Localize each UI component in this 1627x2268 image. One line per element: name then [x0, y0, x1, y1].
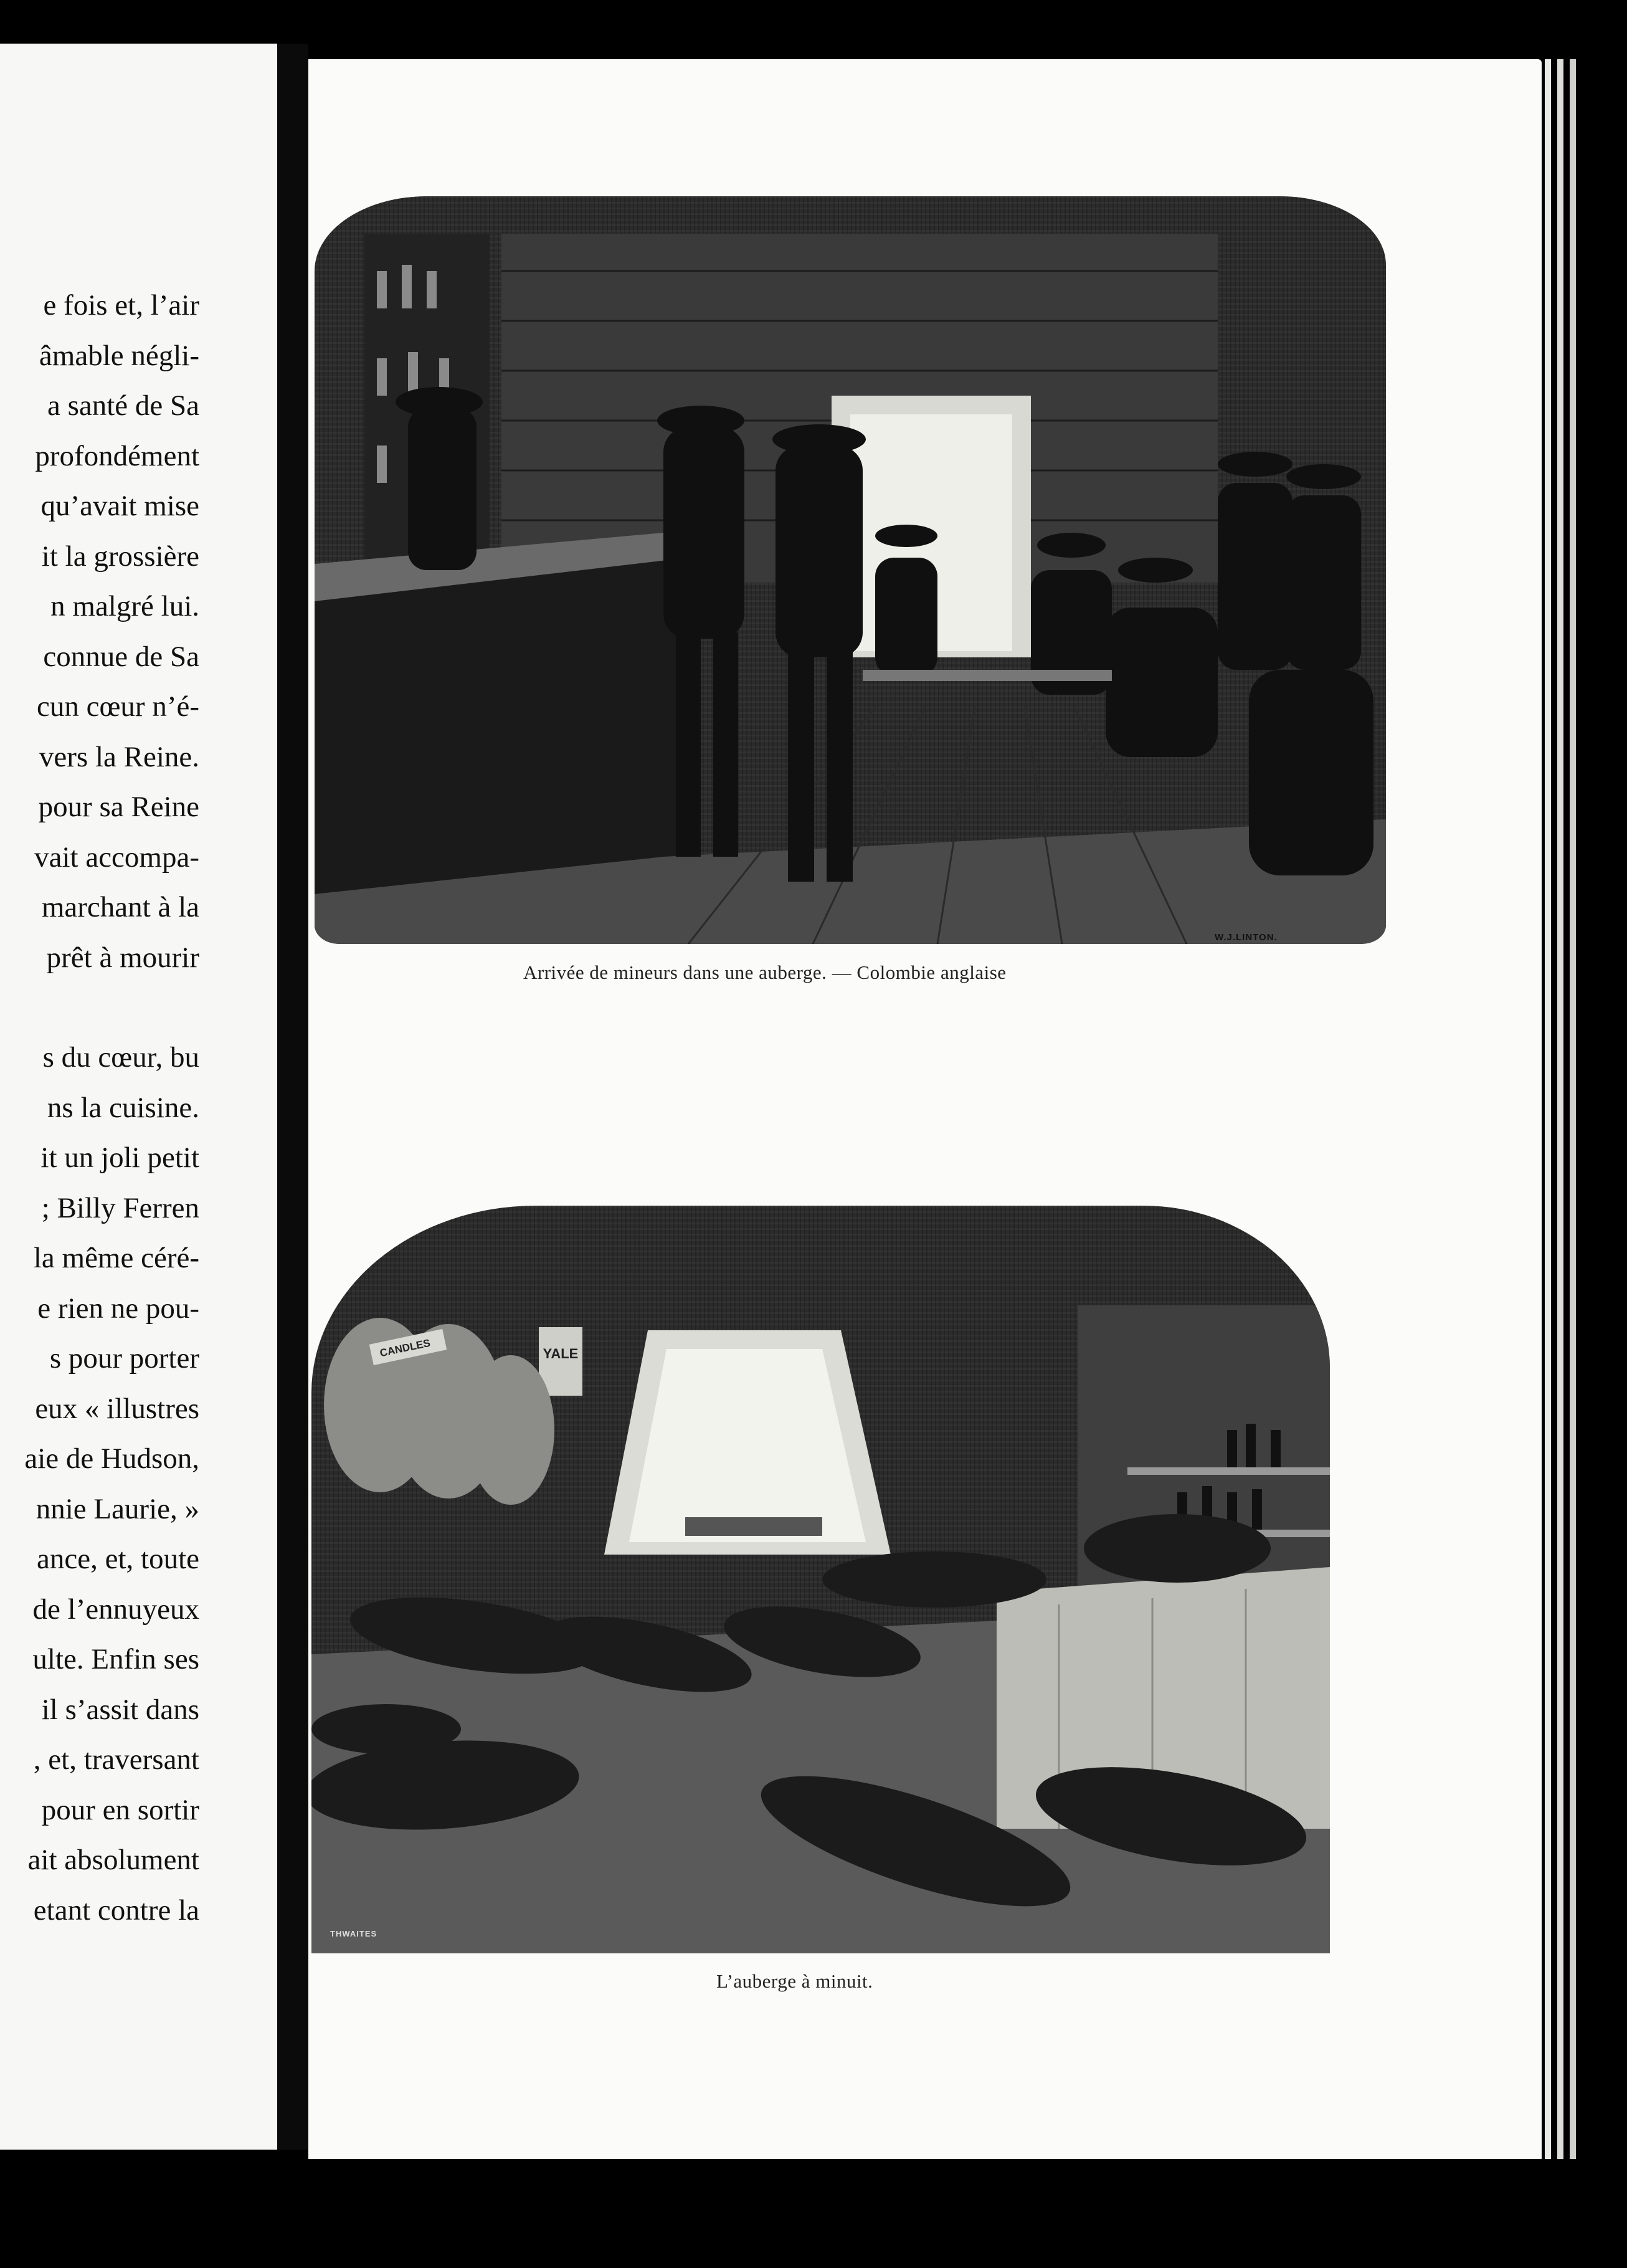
book-gutter [277, 44, 308, 2150]
text-line: âmable négli- [39, 339, 199, 372]
text-line: ; Billy Ferren [41, 1191, 199, 1224]
text-line: pour sa Reine [38, 791, 199, 823]
engraver-signature: THWAITES [330, 1929, 377, 1938]
page-edge [1545, 59, 1551, 2159]
text-line: e rien ne pou- [37, 1292, 199, 1325]
engraving-miners-arrival [315, 196, 1386, 944]
text-line [0, 983, 199, 1032]
text-line: vers la Reine. [39, 740, 199, 773]
text-line: de l’ennuyeux [32, 1593, 199, 1626]
page-edge [1570, 59, 1576, 2159]
crate-label-text: CANDLES [379, 1336, 432, 1360]
text-line: ance, et, toute [37, 1543, 199, 1575]
text-line: cun cœur n’é- [37, 690, 199, 723]
text-line: il s’assit dans [41, 1693, 199, 1726]
engraver-signature: W.J.LINTON. [1215, 932, 1278, 943]
text-line: ns la cuisine. [47, 1091, 199, 1124]
text-line: prêt à mourir [46, 941, 199, 974]
text-line: pour en sortir [41, 1793, 199, 1826]
left-page [0, 44, 281, 2150]
text-line: s du cœur, bu [42, 1041, 199, 1074]
text-line: ulte. Enfin ses [32, 1643, 199, 1675]
text-line: it la grossière [41, 540, 199, 573]
text-line: aie de Hudson, [24, 1442, 199, 1475]
text-line: n malgré lui. [50, 590, 199, 622]
text-line: e fois et, l’air [43, 289, 199, 322]
text-line: connue de Sa [43, 640, 199, 673]
wall-sign-text: YALE [543, 1346, 579, 1361]
text-line: , et, traversant [33, 1743, 199, 1776]
text-line: qu’avait mise [40, 490, 199, 522]
left-page-text-column [0, 280, 199, 1935]
text-line: nnie Laurie, » [36, 1492, 199, 1525]
text-line: eux « illustres [35, 1392, 199, 1425]
text-line: marchant à la [41, 891, 199, 923]
engraving-inn-at-midnight [311, 1206, 1330, 1953]
text-line: etant contre la [33, 1894, 199, 1927]
text-line: profondément [35, 439, 199, 472]
text-line: s pour porter [49, 1342, 199, 1375]
text-line: a santé de Sa [47, 389, 199, 422]
text-line: it un joli petit [40, 1141, 199, 1174]
text-line: ait absolument [27, 1844, 199, 1876]
illustration-caption: Arrivée de mineurs dans une auberge. — Colombie anglaise [523, 961, 1007, 983]
text-line: vait accompa- [34, 841, 199, 874]
page-edge [1557, 59, 1563, 2159]
illustration-caption: L’auberge à minuit. [716, 1970, 873, 1992]
text-line: la même céré- [33, 1242, 199, 1274]
